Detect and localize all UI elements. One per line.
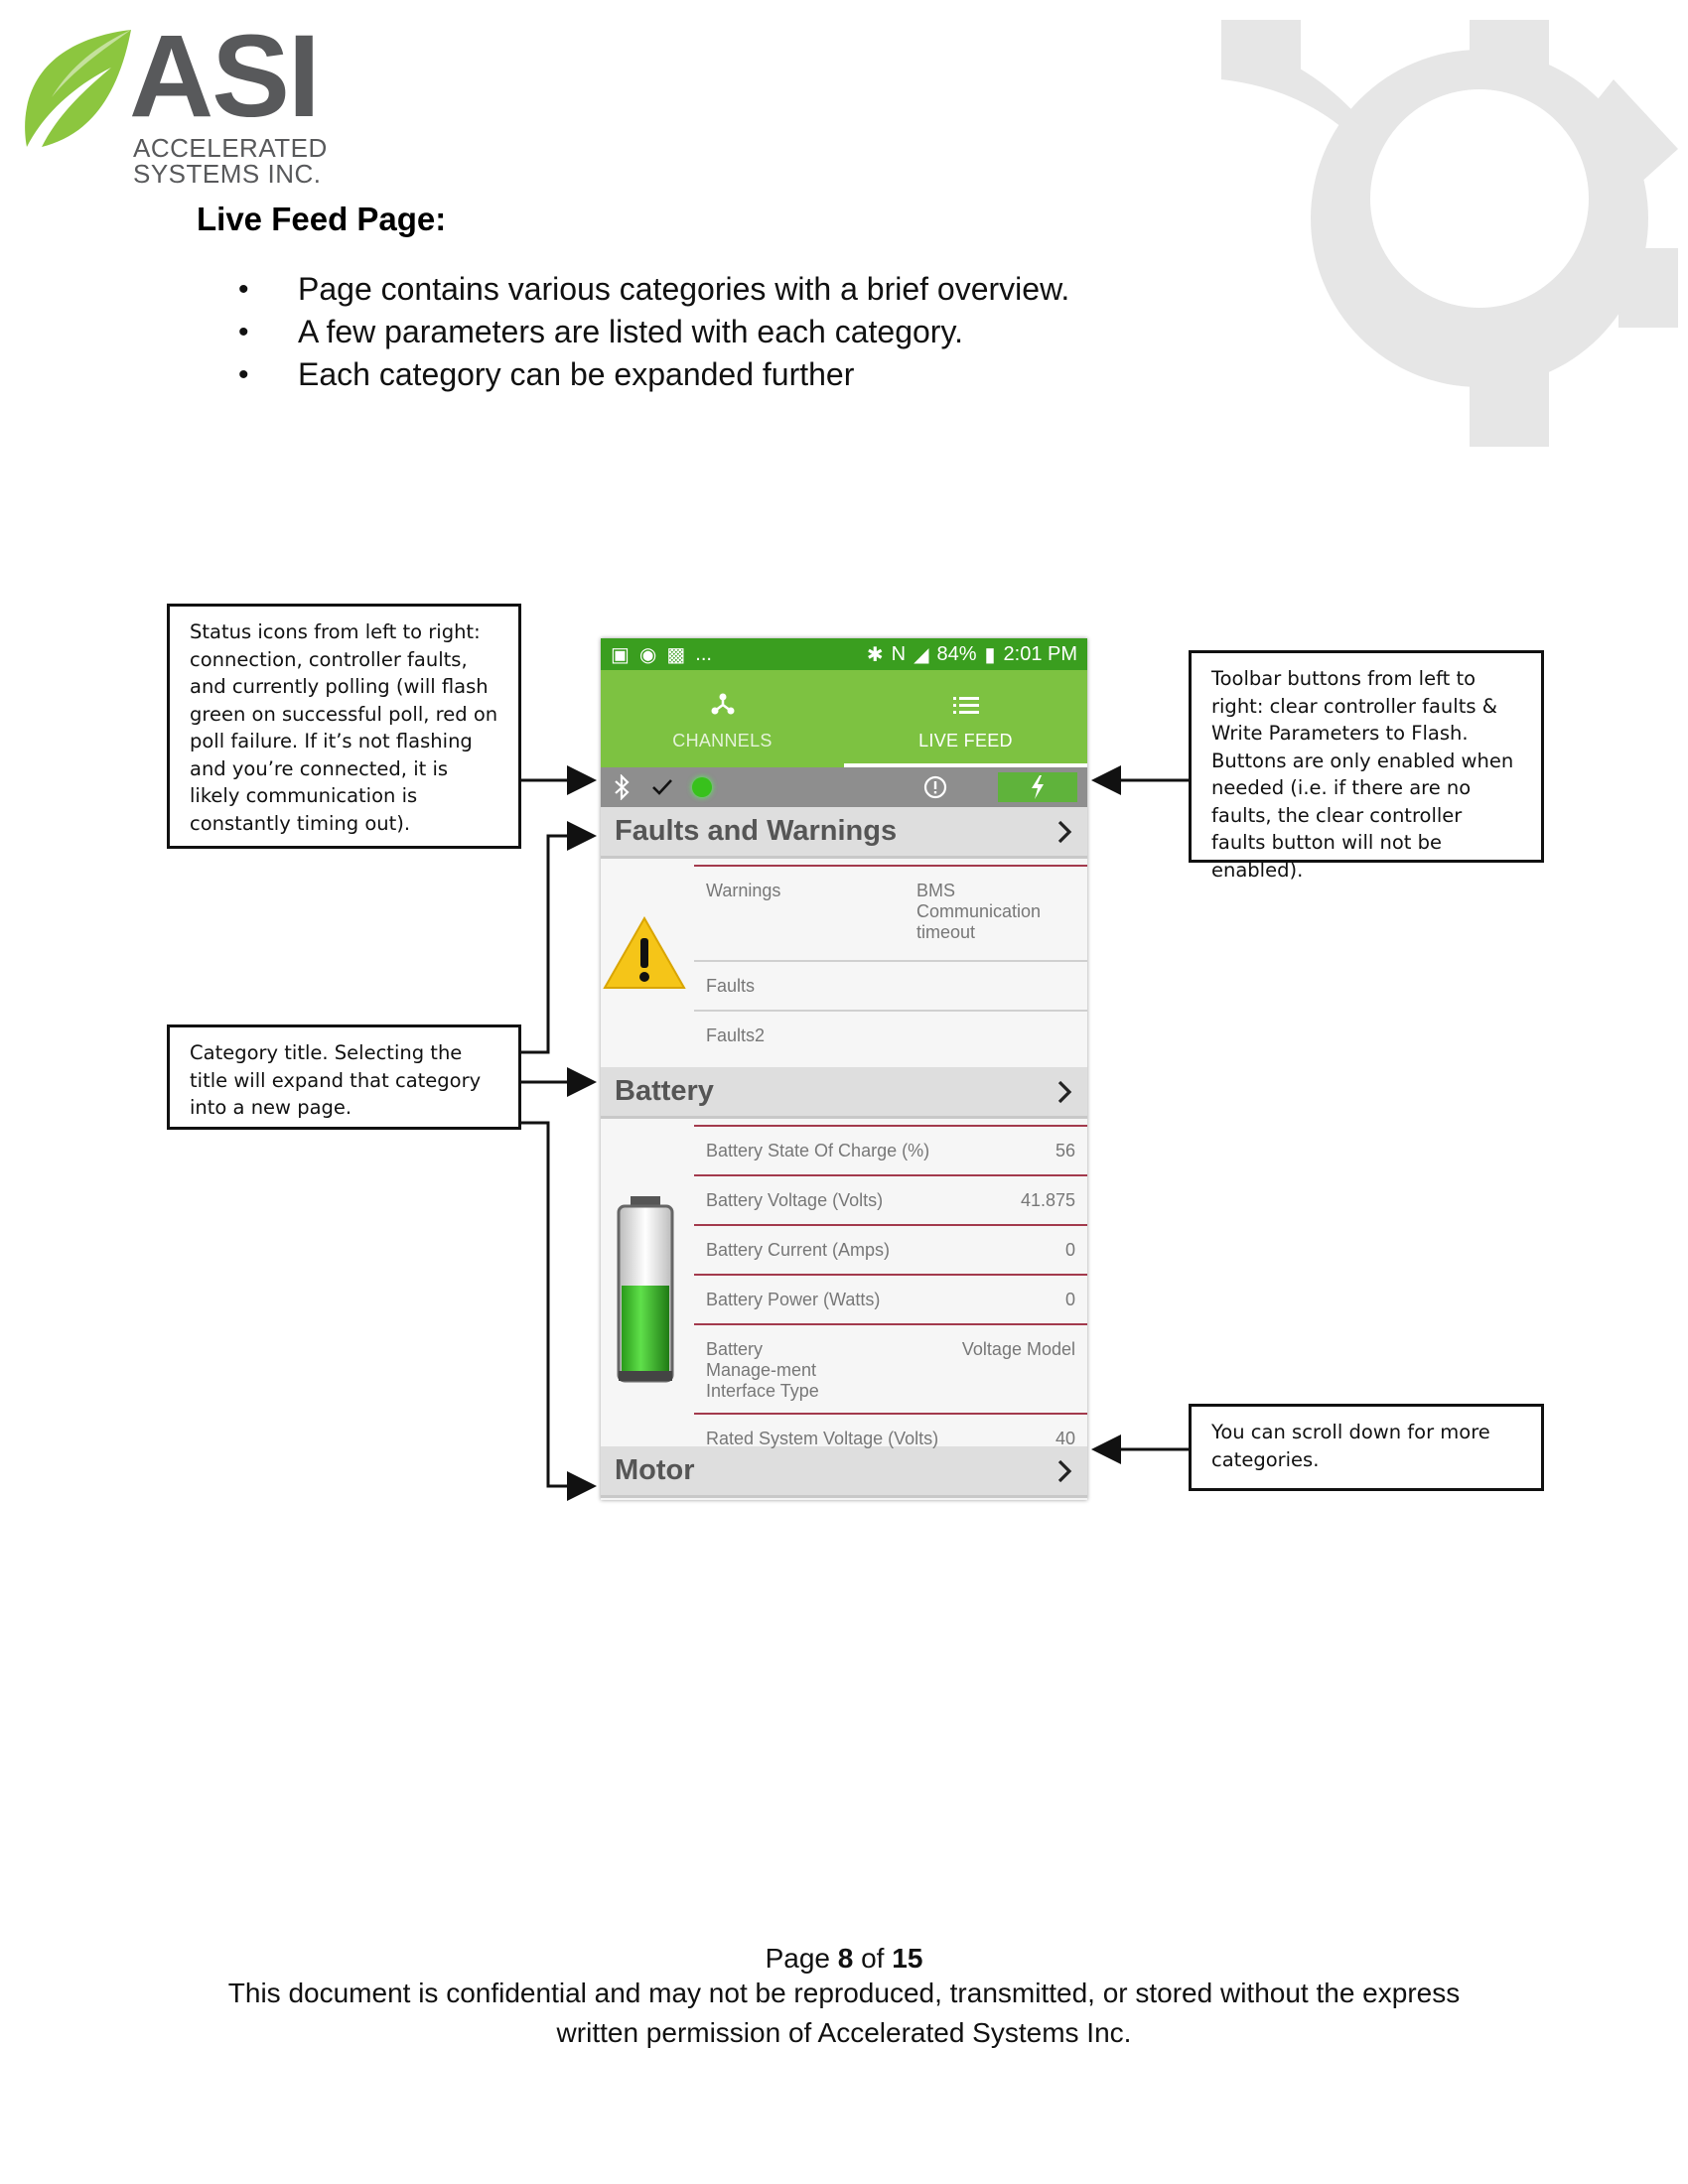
row-value: 40 <box>1055 1429 1075 1448</box>
callout-toolbar-buttons: Toolbar buttons from left to right: clear controller faults & Write Parameters to Flash. Buttons are only enabled when needed (i.e. if there are no faults, the clear controller faults button will not be enabled). <box>1189 650 1544 863</box>
row-value: 41.875 <box>1020 1190 1075 1210</box>
channels-icon <box>710 691 736 717</box>
callout-status-icons: Status icons from left to right: connection, controller faults, and currently polling (will flash green on successful poll, red on poll failure. If it’s not flashing and you’re connected, it is likely communication is constantly timing out). <box>167 604 521 849</box>
battery-icon-wrap <box>601 1119 694 1446</box>
tab-live-feed[interactable] <box>844 670 1087 767</box>
list-item <box>694 960 1087 1010</box>
confidential-notice-1: This document is confidential and may not be reproduced, transmitted, or stored without the express <box>227 1978 1461 2008</box>
list-item <box>694 1125 1087 1174</box>
polling-indicator <box>692 777 712 797</box>
signal-icon: ◢ <box>914 643 929 666</box>
battery-percent: 84% <box>936 642 977 665</box>
row-label: Rated System Voltage (Volts) <box>706 1429 939 1448</box>
row-label: Faults <box>706 976 756 996</box>
battery-icon <box>615 1196 676 1385</box>
row-label: Battery Current (Amps) <box>706 1240 891 1260</box>
row-label: Warnings <box>706 881 781 900</box>
gear-watermark <box>1221 20 1678 447</box>
bullet-item: • A few parameters are listed with each category. <box>238 311 1069 353</box>
chevron-right-icon <box>1055 819 1073 845</box>
list-item <box>694 865 1087 960</box>
callout-scroll: You can scroll down for more categories. <box>1189 1404 1544 1491</box>
logo-wordmark: ASI <box>129 11 319 142</box>
chevron-right-icon <box>1055 1458 1073 1484</box>
asi-logo <box>22 11 330 189</box>
more-notifications: ... <box>695 642 712 665</box>
faults-rows <box>694 859 1087 1067</box>
category-title-text: Faults and Warnings <box>615 815 898 847</box>
list-item <box>694 1010 1087 1063</box>
logo-tagline-2: SYSTEMS INC. <box>133 159 322 189</box>
section-title: Live Feed Page: <box>197 201 447 237</box>
check-icon <box>650 776 674 798</box>
bag-notification-icon: ▩ <box>666 643 686 666</box>
phone-screenshot <box>601 638 1087 1500</box>
clear-faults-button[interactable] <box>922 774 948 800</box>
row-value: 56 <box>1055 1141 1075 1160</box>
bluetooth-status-icon: ✱ <box>866 643 884 666</box>
callout-category-title: Category title. Selecting the title will expand that category into a new page. <box>167 1024 521 1130</box>
row-label: Battery Power (Watts) <box>706 1290 881 1309</box>
page-current: 8 <box>837 1943 854 1974</box>
confidential-notice-2: written permission of Accelerated Systems Inc. <box>556 2017 1132 2048</box>
battery-rows <box>694 1119 1087 1446</box>
bullet-list <box>238 268 1069 396</box>
tab-channels[interactable] <box>601 670 844 767</box>
row-value: BMS Communication timeout <box>916 881 1042 942</box>
page-prefix: Page <box>765 1943 838 1974</box>
category-title-text: Battery <box>615 1075 714 1107</box>
lightning-icon <box>1030 775 1046 799</box>
row-label: Battery Voltage (Volts) <box>706 1190 884 1210</box>
list-item <box>694 1413 1087 1462</box>
row-value: 0 <box>1064 1240 1075 1260</box>
category-body-faults <box>601 859 1087 1067</box>
list-item <box>694 1224 1087 1274</box>
category-title-faults[interactable] <box>601 807 1087 859</box>
tab-channels-label: CHANNELS <box>672 731 773 751</box>
write-flash-button[interactable] <box>998 772 1077 802</box>
tab-live-feed-label: LIVE FEED <box>918 731 1013 751</box>
nfc-icon: N <box>891 642 907 665</box>
logo-tagline-1: ACCELERATED <box>133 133 328 163</box>
category-title-battery[interactable] <box>601 1067 1087 1119</box>
image-notification-icon: ▣ <box>611 643 630 666</box>
clock: 2:01 PM <box>1003 642 1077 665</box>
battery-status-icon: ▮ <box>984 643 996 666</box>
row-label: Faults2 <box>706 1025 766 1045</box>
list-icon <box>953 695 979 717</box>
wifi-icon: ◉ <box>638 643 657 666</box>
list-item <box>694 1323 1087 1413</box>
warning-icon <box>603 916 686 990</box>
bullet-item: • Page contains various categories with a brief overview. <box>238 268 1069 311</box>
warning-icon-wrap <box>601 859 694 1067</box>
bluetooth-connection-icon <box>611 774 633 800</box>
category-body-battery <box>601 1119 1087 1446</box>
list-item <box>694 1274 1087 1323</box>
page-total: 15 <box>892 1943 923 1974</box>
row-label: Battery State Of Charge (%) <box>706 1141 930 1160</box>
tab-bar <box>601 670 1087 767</box>
chevron-right-icon <box>1055 1079 1073 1105</box>
list-item <box>694 1174 1087 1224</box>
row-label: Battery Manage-ment Interface Type <box>706 1339 819 1401</box>
row-value: 0 <box>1064 1290 1075 1309</box>
page-of: of <box>853 1943 893 1974</box>
status-toolbar <box>601 767 1087 807</box>
bullet-item: • Each category can be expanded further <box>238 353 1069 396</box>
page-number <box>0 1943 1688 1975</box>
android-status-bar <box>601 638 1087 670</box>
leaf-logo-icon <box>22 28 141 152</box>
row-value: Voltage Model <box>961 1339 1075 1359</box>
category-title-text: Motor <box>615 1454 695 1486</box>
